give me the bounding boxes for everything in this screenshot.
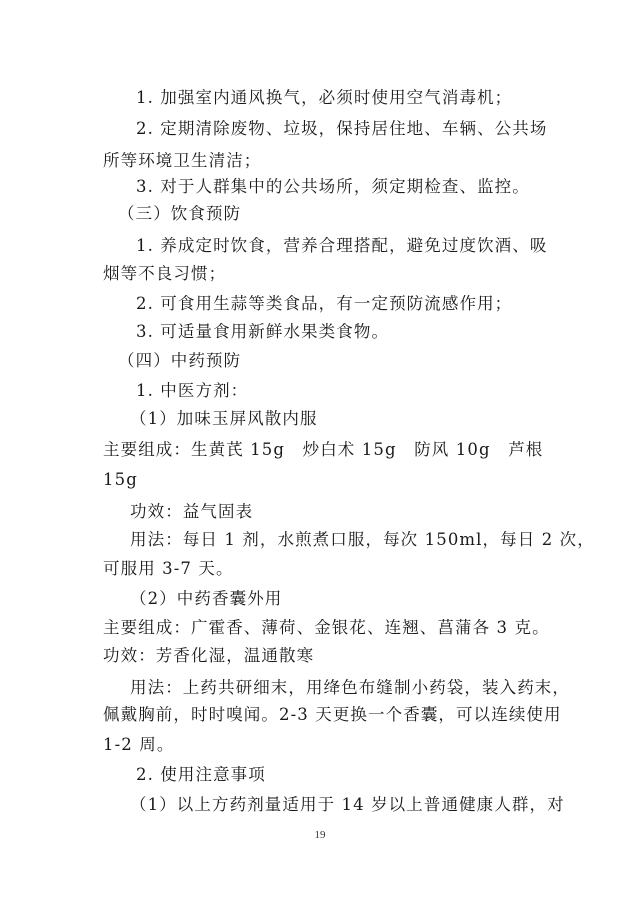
text-line: 2. 使用注意事项 xyxy=(136,765,266,784)
text-line: 用法：每日 1 剂，水煎煮口服，每次 150ml，每日 2 次， xyxy=(130,530,595,549)
text-line: 15g xyxy=(103,470,138,489)
text-line: 主要组成：生黄芪 15g 炒白术 15g 防风 10g 芦根 xyxy=(103,440,544,459)
text-line: 功效：芳香化湿，温通散寒 xyxy=(103,646,315,665)
text-line: 烟等不良习惯； xyxy=(103,264,227,283)
text-line: 可服用 3-7 天。 xyxy=(103,559,234,578)
text-line: 所等环境卫生清洁； xyxy=(103,151,262,170)
text-line: 1. 加强室内通风换气，必须时使用空气消毒机； xyxy=(136,88,513,107)
text-line: 用法：上药共研细末，用绛色布缝制小药袋，装入药末， xyxy=(130,678,570,697)
text-line: 佩戴胸前，时时嗅闻。2-3 天更换一个香囊，可以连续使用 xyxy=(103,705,562,724)
text-line: 1. 养成定时饮食，营养合理搭配，避免过度饮酒、吸 xyxy=(136,236,548,255)
section-heading: （四）中药预防 xyxy=(118,351,242,370)
subheading: （1）加味玉屏风散内服 xyxy=(130,409,318,428)
text-line: 2. 可食用生蒜等类食品，有一定预防流感作用； xyxy=(136,294,513,313)
page-number: 19 xyxy=(314,829,326,841)
section-heading: （三）饮食预防 xyxy=(118,204,242,223)
text-line: 功效：益气固表 xyxy=(130,502,254,521)
text-line: 主要组成：广霍香、薄荷、金银花、连翘、菖蒲各 3 克。 xyxy=(103,618,550,637)
subheading: （2）中药香囊外用 xyxy=(130,589,283,608)
text-line: 3. 可适量食用新鲜水果类食物。 xyxy=(136,322,390,341)
text-line: 2. 定期清除废物、垃圾，保持居住地、车辆、公共场 xyxy=(136,119,548,138)
text-line: （1）以上方药剂量适用于 14 岁以上普通健康人群，对 xyxy=(130,795,565,814)
text-line: 1-2 周。 xyxy=(103,735,175,754)
text-line: 3. 对于人群集中的公共场所，须定期检查、监控。 xyxy=(136,177,530,196)
text-line: 1. 中医方剂： xyxy=(136,381,249,400)
